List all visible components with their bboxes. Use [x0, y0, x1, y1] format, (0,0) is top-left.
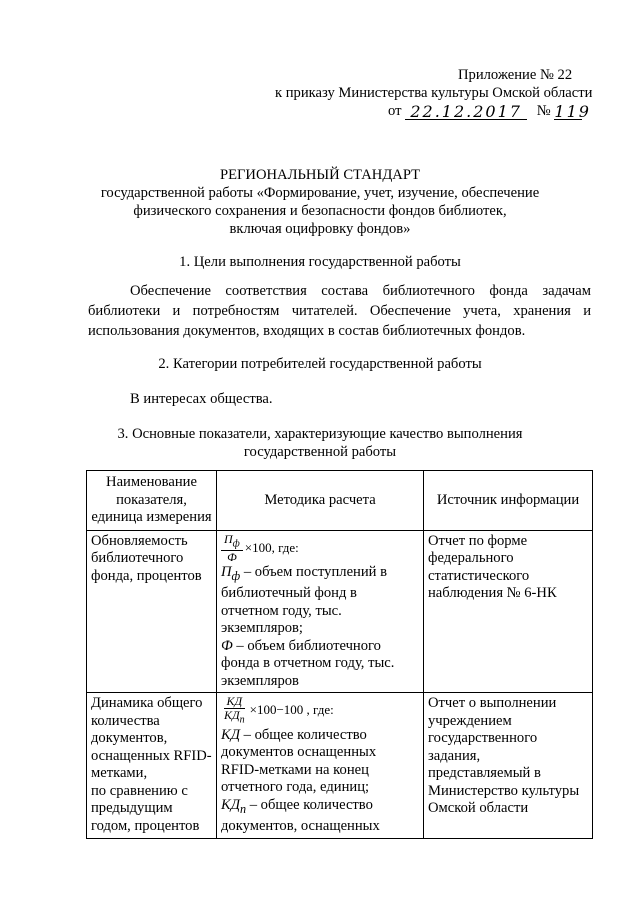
section-3-heading-line-2: государственной работы [243, 444, 397, 460]
row-2-indicator: Динамика общего количества документов, оснащенных RFID- метками, по сравнению с предыдущим годом, процентов [87, 693, 217, 838]
row-1-formula: $\frac{П_ф}{Ф}$ ×100, где: [221, 533, 419, 564]
number-field [554, 102, 591, 121]
order-date-line [388, 102, 591, 121]
indicators-table [86, 470, 593, 839]
section-1-line-2: библиотеки и потребностям читателей. Обеспечение учета, хранения и [88, 303, 591, 319]
row-1-method: $\frac{П_ф}{Ф}$ ×100, где: $П_ф$ – объем поступлений в библиотечный фонд в отчетном году, тыс. экземпляров; Ф – объем библиотечного фонда в отчетном году, тыс. экземпляров [217, 530, 424, 693]
row-2-method: $\frac{КД}{КД_п}$ ×100−100 , где: КД – общее количество документов оснащенных RFID-метками на конец отчетного года, единиц; $КД_п$ – общее количество документов, оснащенных [217, 693, 424, 838]
header-method: Методика расчета [217, 471, 424, 531]
row-1-indicator: Обновляемость библиотечного фонда, процентов [87, 530, 217, 693]
handwritten-date: 22.12.2017 [410, 102, 522, 121]
section-2-heading: 2. Категории потребителей государственной работы [158, 356, 482, 372]
table-row [87, 530, 593, 693]
order-reference: к приказу Министерства культуры Омской области [275, 85, 593, 101]
row-1-source: Отчет по форме федерального статистического наблюдения № 6-НК [424, 530, 593, 693]
row-2-formula: $\frac{КД}{КД_п}$ ×100−100 , где: [221, 695, 419, 726]
date-prefix: от [388, 103, 402, 119]
title-line-1: государственной работы «Формирование, учет, изучение, обеспечение [100, 185, 540, 201]
title-line-2: физического сохранения и безопасности фондов библиотек, [133, 203, 507, 219]
number-prefix: № [536, 103, 551, 119]
section-1-heading: 1. Цели выполнения государственной работы [179, 254, 461, 270]
table-row [87, 693, 593, 838]
section-1-line-3: использования документов, входящих в состав библиотечных фондов. [88, 323, 526, 339]
handwritten-number: 119 [554, 102, 591, 121]
formula-fraction: $\frac{КД}{КД_п}$ [224, 694, 245, 726]
header-source: Источник информации [424, 471, 593, 531]
date-field [405, 103, 527, 120]
appendix-label: Приложение № 22 [458, 67, 573, 83]
section-3-heading-line-1: 3. Основные показатели, характеризующие качество выполнения [117, 426, 523, 442]
formula-fraction: $\frac{П_ф}{Ф}$ [221, 533, 243, 564]
row-2-source: Отчет о выполнении учреждением государственного задания, представляемый в Министерство культуры Омской области [424, 693, 593, 838]
title-line-3: включая оцифровку фондов» [229, 221, 411, 237]
section-1-text [88, 281, 591, 341]
section-2-text: В интересах общества. [130, 391, 273, 407]
header-indicator-name: Наименование показателя, единица измерения [87, 471, 217, 531]
table-header-row [87, 471, 593, 531]
document-title: РЕГИОНАЛЬНЫЙ СТАНДАРТ [219, 167, 421, 183]
section-1-line-1: Обеспечение соответствия состава библиотечного фонда задачам [130, 283, 591, 299]
